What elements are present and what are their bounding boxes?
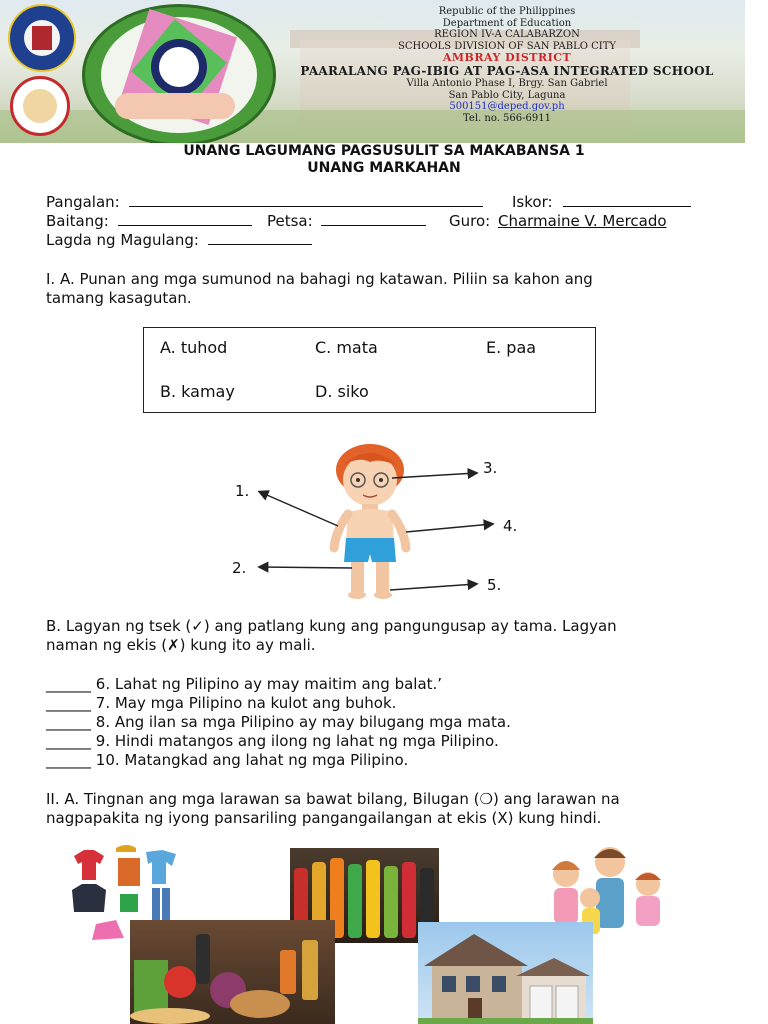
iskor-label: Iskor: [512, 193, 553, 211]
header-address-2: San Pablo City, Laguna [448, 89, 566, 101]
header-text-block [272, 6, 742, 124]
arrow-3 [392, 473, 476, 478]
item-8-text: 8. Ang ilan sa mga Pilipino ay may bilugang mga mata. [95, 713, 511, 731]
diagram-label-5: 5. [487, 576, 502, 594]
petsa-field[interactable] [321, 213, 426, 226]
header-school-name: PAARALANG PAG-IBIG AT PAG-ASA INTEGRATED SCHOOL [300, 63, 714, 78]
header-line-deped: Department of Education [442, 17, 572, 29]
item-10-text: 10. Matangkad ang lahat ng mga Pilipino. [95, 751, 409, 769]
section-1b-instruction-2: naman ng ekis (✗) kung ito ay mali. [46, 636, 316, 654]
lagda-row [46, 231, 312, 249]
arrow-4 [406, 524, 492, 532]
section-2a-instruction-2: nagpapakita ng iyong pansariling pangangailangan at ekis (X) kung hindi. [46, 809, 602, 827]
header-district: AMBRAY DISTRICT [442, 51, 572, 64]
item-6 [46, 675, 442, 693]
lagda-label: Lagda ng Magulang: [46, 231, 199, 249]
pangalan-row [46, 193, 483, 211]
choice-d: D. siko [315, 382, 369, 401]
choice-a: A. tuhod [160, 338, 228, 357]
iskor-row [512, 193, 691, 211]
item-8 [46, 713, 511, 731]
pangalan-field[interactable] [129, 194, 483, 207]
diagram-label-1: 1. [235, 482, 250, 500]
baitang-row [46, 212, 252, 230]
pangalan-label: Pangalan: [46, 193, 120, 211]
food-image[interactable] [130, 920, 335, 1024]
division-seal-logo [10, 76, 70, 136]
item-10 [46, 751, 408, 769]
choice-c: C. mata [315, 338, 378, 357]
item-9-text: 9. Hindi matangos ang ilong ng lahat ng mga Pilipino. [95, 732, 499, 750]
item-6-blank[interactable]: ______ [46, 675, 91, 693]
baitang-field[interactable] [118, 213, 252, 226]
arrow-2 [260, 567, 352, 568]
header-address-1: Villa Antonio Phase I, Brgy. San Gabriel [406, 78, 608, 90]
baitang-label: Baitang: [46, 212, 109, 230]
guro-label: Guro: [449, 212, 491, 230]
hand-illustration [115, 93, 235, 119]
diagram-label-4: 4. [503, 517, 518, 535]
diagram-label-3: 3. [483, 459, 498, 477]
item-6-text: 6. Lahat ng Pilipino ay may maitim ang balat.’ [95, 675, 443, 693]
guro-row [449, 212, 667, 230]
header-line-division: SCHOOLS DIVISION OF SAN PABLO CITY [398, 40, 616, 52]
arrow-5 [390, 584, 476, 590]
diagram-label-2: 2. [232, 559, 247, 577]
section-2a-instruction-1: II. A. Tingnan ang mga larawan sa bawat bilang, Bilugan (❍) ang larawan na [46, 790, 620, 808]
lagda-field[interactable] [208, 232, 312, 245]
header-line-region: REGION IV-A CALABARZON [434, 29, 580, 40]
item-7-blank[interactable]: ______ [46, 694, 91, 712]
header-line-republic: Republic of the Philippines [438, 6, 576, 17]
item-9-blank[interactable]: ______ [46, 732, 91, 750]
iskor-field[interactable] [563, 194, 691, 207]
exam-subtitle: UNANG MARKAHAN [307, 160, 461, 176]
exam-title: UNANG LAGUMANG PAGSUSULIT SA MAKABANSA 1 [183, 143, 585, 159]
answer-choices-box [143, 327, 596, 413]
section-1a-instruction-2: tamang kasagutan. [46, 289, 192, 307]
item-9 [46, 732, 499, 750]
deped-seal-logo [8, 4, 76, 72]
section-1b-instruction-1: B. Lagyan ng tsek (✓) ang patlang kung ang pangungusap ay tama. Lagyan [46, 617, 617, 635]
header-email: 500151@deped.gov.ph [449, 101, 565, 113]
arrow-1 [260, 492, 338, 526]
choice-b: B. kamay [160, 382, 235, 401]
choice-e: E. paa [486, 338, 537, 357]
header-banner [0, 0, 745, 143]
item-10-blank[interactable]: ______ [46, 751, 91, 769]
house-image[interactable] [418, 922, 593, 1024]
petsa-label: Petsa: [267, 212, 313, 230]
item-8-blank[interactable]: ______ [46, 713, 91, 731]
section-1a-instruction-1: I. A. Punan ang mga sumunod na bahagi ng katawan. Piliin sa kahon ang [46, 270, 593, 288]
child-illustration [334, 444, 406, 599]
petsa-row [267, 212, 426, 230]
item-7 [46, 694, 396, 712]
item-7-text: 7. May mga Pilipino na kulot ang buhok. [95, 694, 397, 712]
header-tel: Tel. no. 566-6911 [463, 112, 551, 124]
guro-value: Charmaine V. Mercado [497, 212, 667, 230]
school-sped-logo [82, 4, 276, 143]
